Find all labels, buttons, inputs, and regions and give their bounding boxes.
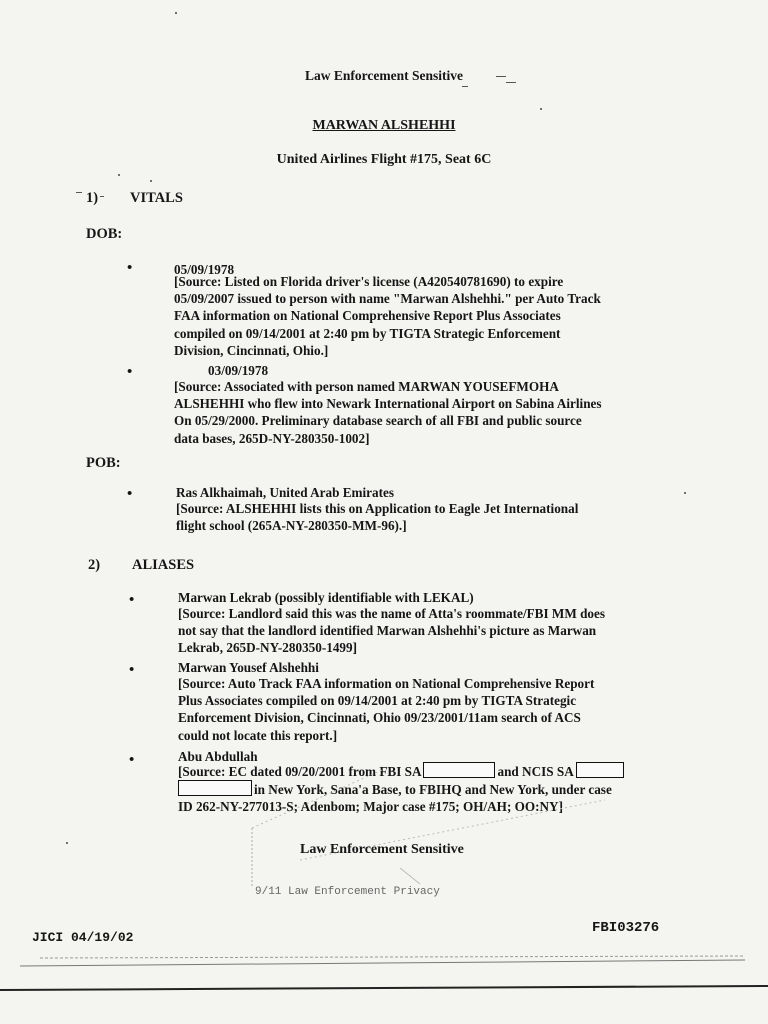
pob-value: Ras Alkhaimah, United Arab Emirates [176, 485, 394, 500]
jici-date: JICI 04/19/02 [32, 930, 134, 945]
scan-speck [462, 86, 468, 87]
alias-value: Marwan Lekrab (possibly identifiable with LEKAL) [178, 590, 474, 605]
scan-speck [684, 492, 686, 494]
alias-source: [Source: Landlord said this was the name of Atta's roommate/FBI MM does not say that the landlord identified Marwan Alshehhi's picture as Marwan Lekrab, 265D-NY-280350-1499] [178, 606, 605, 656]
alias-source: [Source: EC dated 09/20/2001 from FBI SA and NCIS SA in New York, Sana'a Base, to FBIHQ and New York, under case ID 262-NY-277013-S; Adenbom; Major case #175; OH/AH; OO:NY] [178, 762, 708, 816]
scan-speck [506, 82, 516, 83]
alias-value: Marwan Yousef Alshehhi [178, 660, 319, 675]
alias-source: [Source: Auto Track FAA information on National Comprehensive Report Plus Associates compiled on 09/14/2001 at 2:40 pm by TIGTA Strategic Enforcement Division, Cincinnati, Ohio 09/23/2001/11am search of ACS could not locate this report.] [178, 676, 595, 743]
scan-speck [496, 76, 506, 77]
scan-speck [100, 196, 104, 197]
section-number-vitals: 1) [86, 190, 99, 206]
bullet: • [129, 592, 135, 608]
pob-label: POB: [86, 455, 121, 471]
dob-source: [Source: Associated with person named MARWAN YOUSEFMOHA ALSHEHHI who flew into Newark International Airport on Sabina Airlines On 05/29/2000. Preliminary database search of all FBI and public source data bases, 265D-NY-280350-1002] [174, 379, 602, 446]
bullet: • [129, 752, 135, 768]
bullet: • [127, 364, 133, 380]
scan-speck [175, 12, 177, 14]
section-title-aliases: ALIASES [132, 557, 195, 573]
pob-source: [Source: ALSHEHHI lists this on Application to Eagle Jet International flight school (265A-NY-280350-MM-96).] [176, 501, 579, 534]
dob-label: DOB: [86, 226, 123, 242]
scan-speck [66, 842, 68, 844]
classification-footer: Law Enforcement Sensitive [300, 842, 464, 857]
dob-source: [Source: Listed on Florida driver's license (A420540781690) to expire 05/09/2007 issued to person with name "Marwan Alshehhi." per Auto Track FAA information on National Comprehensive Report Plus Associates compiled on 09/14/2001 at 2:40 pm by TIGTA Strategic Enforcement Division, Cincinnati, Ohio.] [174, 274, 601, 358]
scan-speck [540, 108, 542, 110]
section-title-vitals: VITALS [130, 190, 183, 206]
scan-speck [76, 192, 82, 193]
scan-speck [118, 174, 120, 176]
flight-info: United Airlines Flight #175, Seat 6C [276, 152, 492, 167]
dob-value: 05/09/1978 [174, 262, 235, 277]
bates-number: FBI03276 [592, 920, 660, 936]
bullet: • [127, 260, 133, 276]
section-number-aliases: 2) [88, 557, 101, 573]
scan-speck [150, 180, 152, 182]
subject-name: MARWAN ALSHEHHI [312, 118, 456, 133]
alias-value: Abu Abdullah [178, 749, 258, 764]
privacy-stamp: 9/11 Law Enforcement Privacy [255, 886, 440, 898]
bullet: • [127, 486, 133, 502]
dob-value: 03/09/1978 [208, 363, 269, 378]
classification-header: Law Enforcement Sensitive [305, 68, 463, 83]
bullet: • [129, 662, 135, 678]
